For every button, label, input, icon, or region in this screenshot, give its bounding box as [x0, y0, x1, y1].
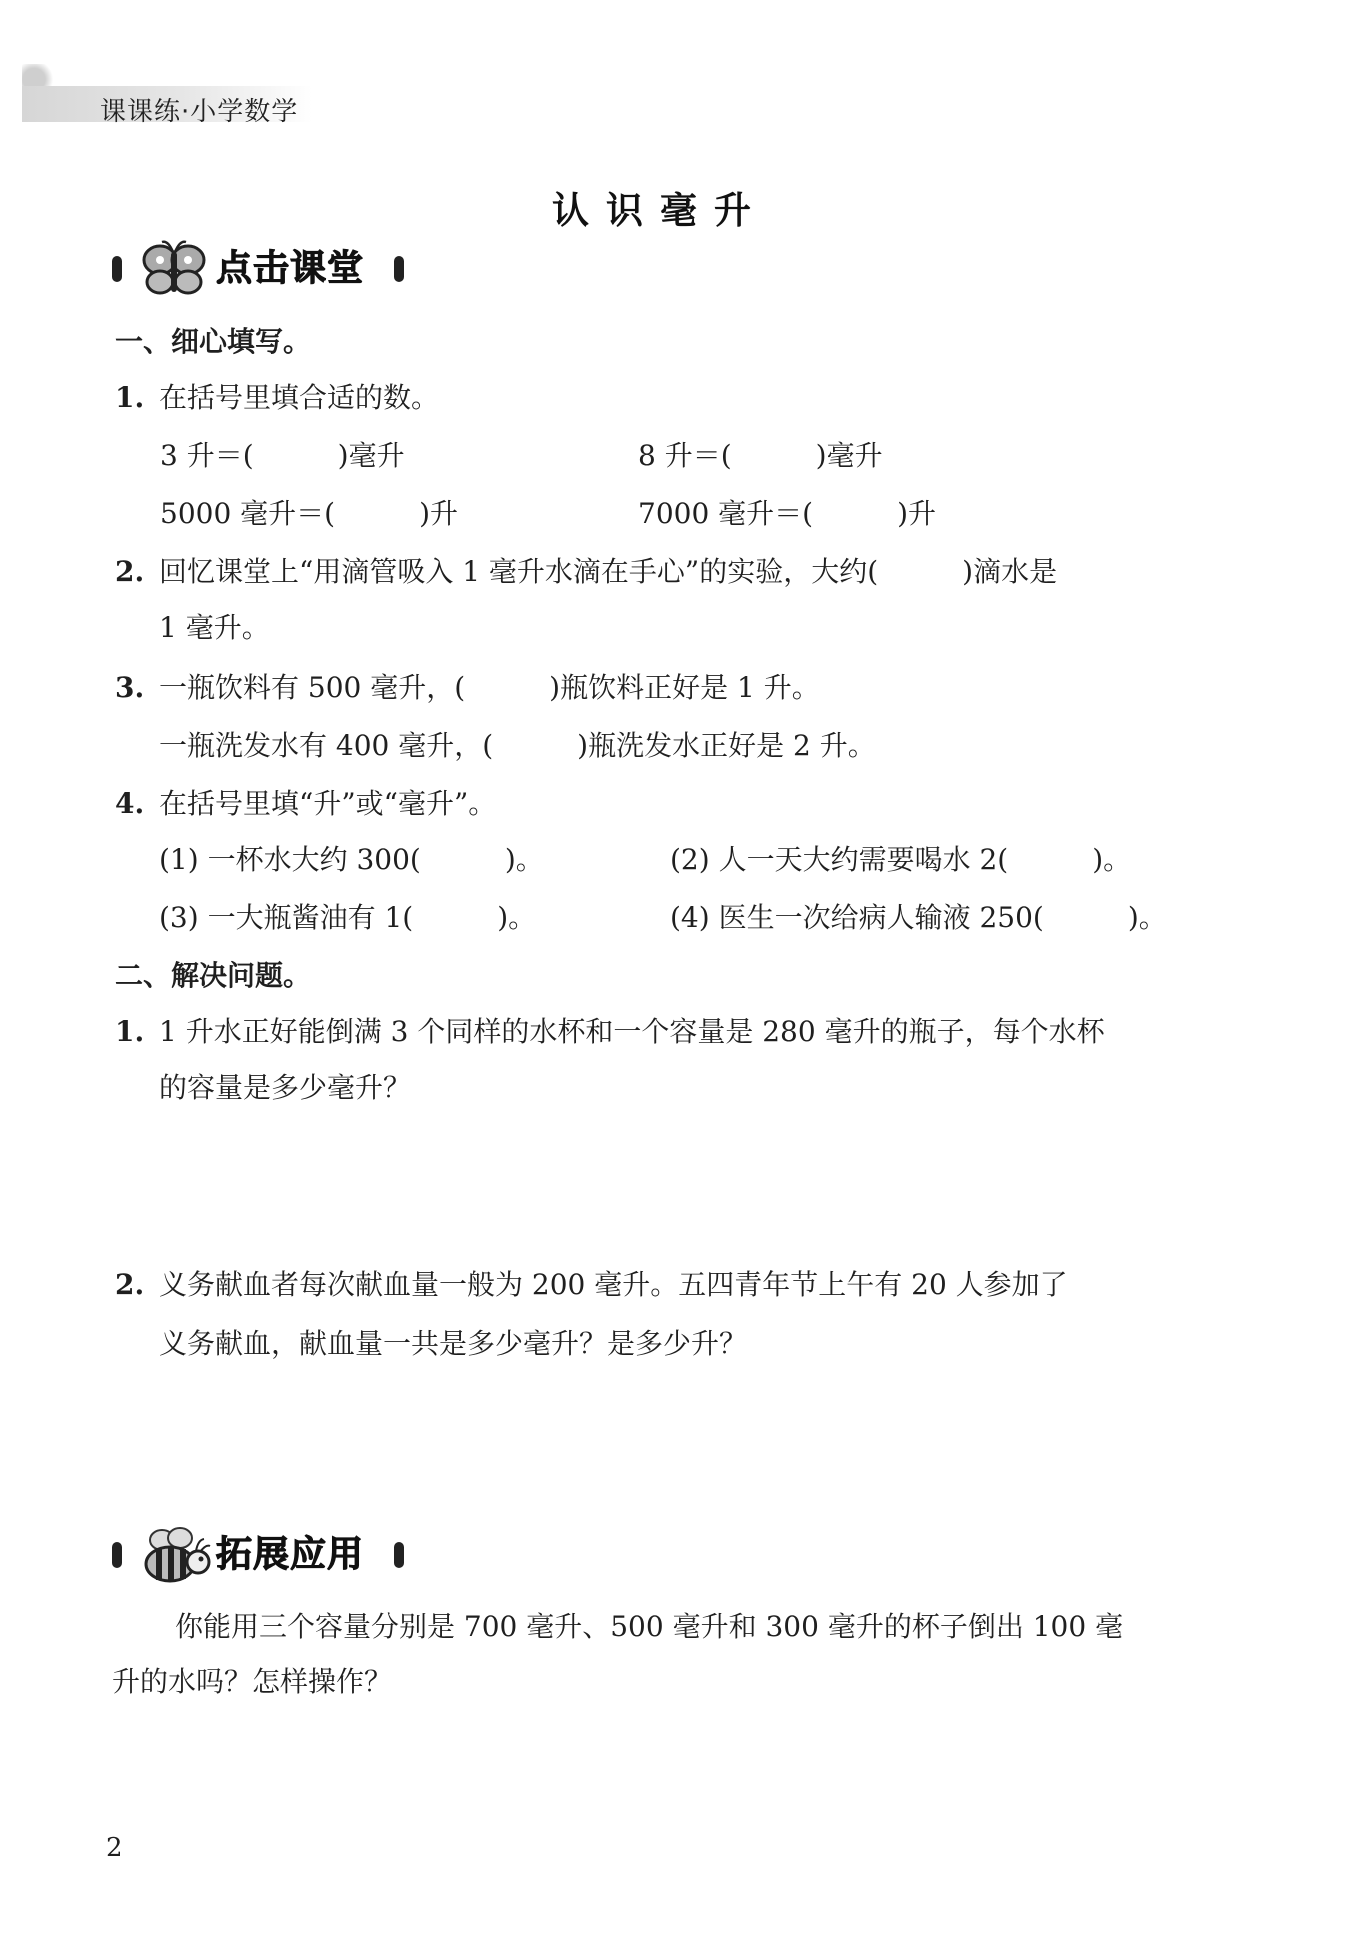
banner-right-cap — [394, 256, 404, 282]
q2-number: 2. — [115, 555, 145, 588]
q2-text-2: 1 毫升。 — [159, 611, 270, 644]
butterfly-icon — [140, 238, 212, 300]
q1-item: 8 升＝( )毫升 — [638, 439, 883, 472]
p2-q1-number: 1. — [115, 1015, 145, 1048]
q3-text-1: 一瓶饮料有 500 毫升，( )瓶饮料正好是 1 升。 — [159, 671, 820, 704]
p2-q2-number: 2. — [115, 1268, 145, 1301]
q4-item: (3) 一大瓶酱油有 1( )。 — [159, 901, 537, 934]
page-title: 认识毫升 — [552, 189, 768, 232]
q3-line1 — [115, 668, 820, 708]
q4-prompt: 在括号里填“升”或“毫升”。 — [159, 787, 497, 820]
section-heading-solve: 二、解决问题。 — [115, 959, 312, 992]
section-banner-extension — [112, 1524, 412, 1588]
q2-text-1: 回忆课堂上“用滴管吸入 1 毫升水滴在手心”的实验，大约( )滴水是 — [159, 555, 1058, 588]
q3-number: 3. — [115, 671, 145, 704]
section-heading-fill: 一、细心填写。 — [115, 325, 312, 358]
banner-right-cap — [394, 1542, 404, 1568]
q4-item: (4) 医生一次给病人输液 250( )。 — [670, 901, 1167, 934]
q4-number: 4. — [115, 787, 145, 820]
q2-line1 — [115, 552, 1057, 592]
banner-label: 拓展应用 — [216, 1534, 365, 1575]
q1-prompt-line — [115, 378, 439, 418]
p2-q1-text-2: 的容量是多少毫升？ — [159, 1071, 412, 1104]
p2-q2-text-1: 义务献血者每次献血量一般为 200 毫升。五四青年节上午有 20 人参加了 — [159, 1268, 1068, 1301]
banner-left-cap — [112, 256, 122, 282]
q4-item: (1) 一杯水大约 300( )。 — [159, 843, 544, 876]
q3-text-2: 一瓶洗发水有 400 毫升，( )瓶洗发水正好是 2 升。 — [159, 729, 876, 762]
q1-item: 3 升＝( )毫升 — [160, 439, 405, 472]
series-header: 课课练·小学数学 — [100, 97, 299, 127]
p2-q1-line1 — [115, 1012, 1105, 1052]
bee-icon — [140, 1524, 212, 1586]
extension-text-1: 你能用三个容量分别是 700 毫升、500 毫升和 300 毫升的杯子倒出 100 毫 — [175, 1610, 1124, 1643]
q1-prompt: 在括号里填合适的数。 — [159, 381, 440, 414]
section-banner-classroom — [112, 238, 412, 302]
q4-item: (2) 人一天大约需要喝水 2( )。 — [670, 843, 1132, 876]
q4-prompt-line — [115, 784, 496, 824]
banner-label: 点击课堂 — [216, 248, 365, 289]
extension-text-2: 升的水吗？怎样操作？ — [112, 1665, 393, 1698]
q1-number: 1. — [115, 381, 145, 414]
q1-item: 7000 毫升＝( )升 — [638, 497, 937, 530]
banner-left-cap — [112, 1542, 122, 1568]
p2-q1-text-1: 1 升水正好能倒满 3 个同样的水杯和一个容量是 280 毫升的瓶子，每个水杯 — [159, 1015, 1105, 1048]
p2-q2-line1 — [115, 1265, 1068, 1305]
page-number: 2 — [106, 1833, 123, 1863]
q1-item: 5000 毫升＝( )升 — [160, 497, 459, 530]
p2-q2-text-2: 义务献血，献血量一共是多少毫升？是多少升？ — [159, 1327, 748, 1360]
